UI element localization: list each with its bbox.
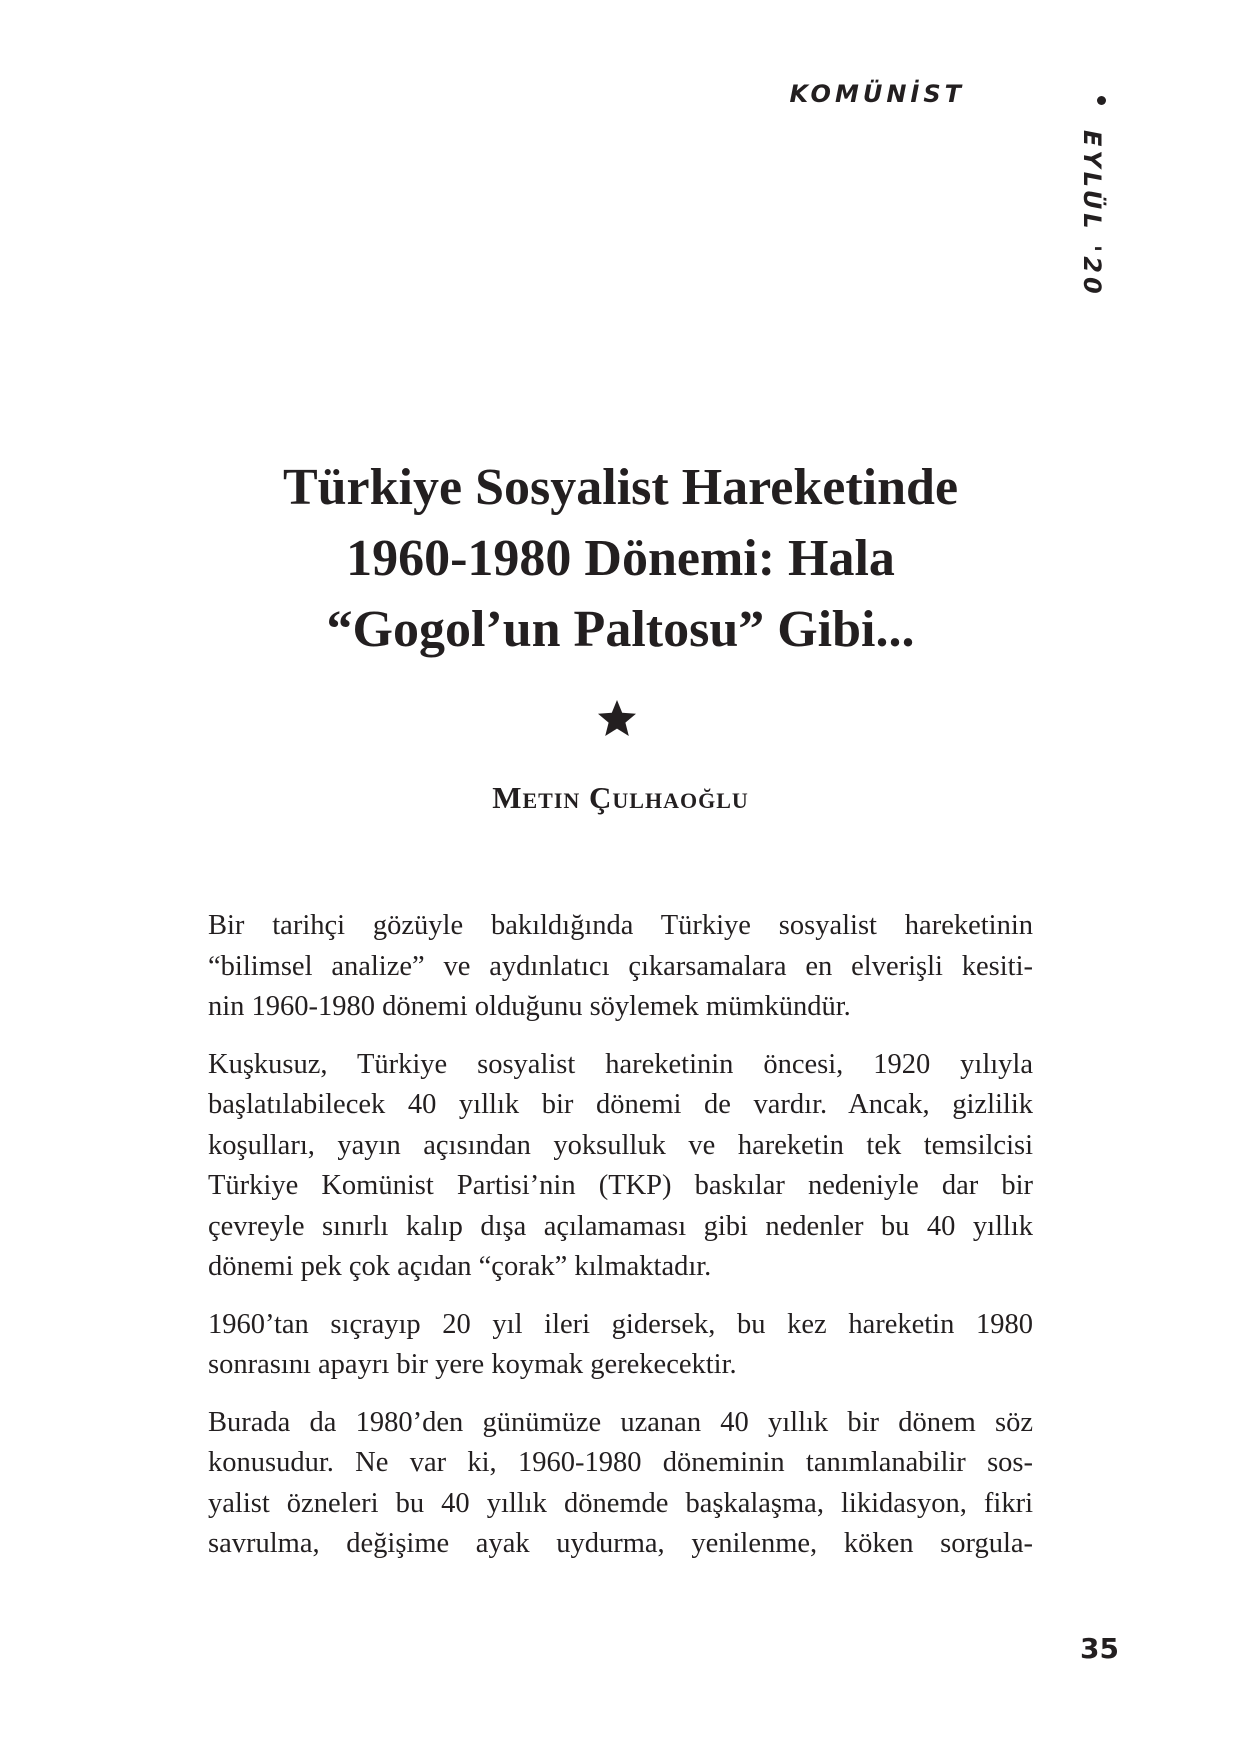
- paragraph: [208, 906, 1033, 1028]
- text-line: Türkiye Komünist Partisi’nin (TKP) baskılar nedeniyle dar bir: [208, 1170, 1033, 1201]
- star-icon: [597, 698, 637, 738]
- title-line: Türkiye Sosyalist Hareketinde: [282, 459, 959, 516]
- text-line: çevreyle sınırlı kalıp dışa açılamaması gibi nedenler bu 40 yıllık: [208, 1210, 1033, 1242]
- text-line: Bir tarihçi gözüyle bakıldığında Türkiye sosyalist hareketinin: [208, 910, 1033, 941]
- text-line: 1960’tan sıçrayıp 20 yıl ileri gidersek, bu kez hareketin 1980: [208, 1308, 1033, 1340]
- article-title: [150, 452, 1091, 665]
- separator-dot: [1097, 96, 1106, 105]
- text-line: dönemi pek çok açıdan “çorak” kılmaktadır.: [208, 1251, 712, 1282]
- text-line: “bilimsel analize” ve aydınlatıcı çıkarsamalara en elverişli kesiti-: [208, 950, 1033, 982]
- text-line: nin 1960-1980 dönemi olduğunu söylemek mümkündür.: [208, 991, 851, 1022]
- paragraph: [208, 1045, 1033, 1288]
- text-line: yalist özneleri bu 40 yıllık dönemde başkalaşma, likidasyon, fikri: [208, 1487, 1033, 1519]
- journal-name: KOMÜNİST: [789, 80, 965, 108]
- title-line: “Gogol’un Paltosu” Gibi...: [326, 601, 915, 658]
- issue-date: EYLÜL '20: [1078, 130, 1106, 298]
- text-line: koşulları, yayın açısından yoksulluk ve hareketin tek temsilcisi: [208, 1129, 1033, 1161]
- paragraph: [208, 1403, 1033, 1565]
- text-line: sonrasını apayrı bir yere koymak gerekecektir.: [208, 1349, 737, 1380]
- article-author: Metin Çulhaoğlu: [492, 780, 749, 815]
- article-body: [208, 906, 1033, 1582]
- text-line: konusudur. Ne var ki, 1960-1980 döneminin tanımlanabilir sos-: [208, 1447, 1033, 1478]
- text-line: başlatılabilecek 40 yıllık bir dönemi de vardır. Ancak, gizlilik: [208, 1089, 1033, 1120]
- title-line: 1960-1980 Dönemi: Hala: [346, 530, 895, 587]
- text-line: Kuşkusuz, Türkiye sosyalist hareketinin öncesi, 1920 yılıyla: [208, 1048, 1033, 1080]
- page-number: 35: [1080, 1632, 1119, 1665]
- paragraph: [208, 1305, 1033, 1386]
- text-line: savrulma, değişime ayak uydurma, yenilenme, köken sorgula-: [208, 1528, 1033, 1559]
- text-line: Burada da 1980’den günümüze uzanan 40 yıllık bir dönem söz: [208, 1406, 1033, 1438]
